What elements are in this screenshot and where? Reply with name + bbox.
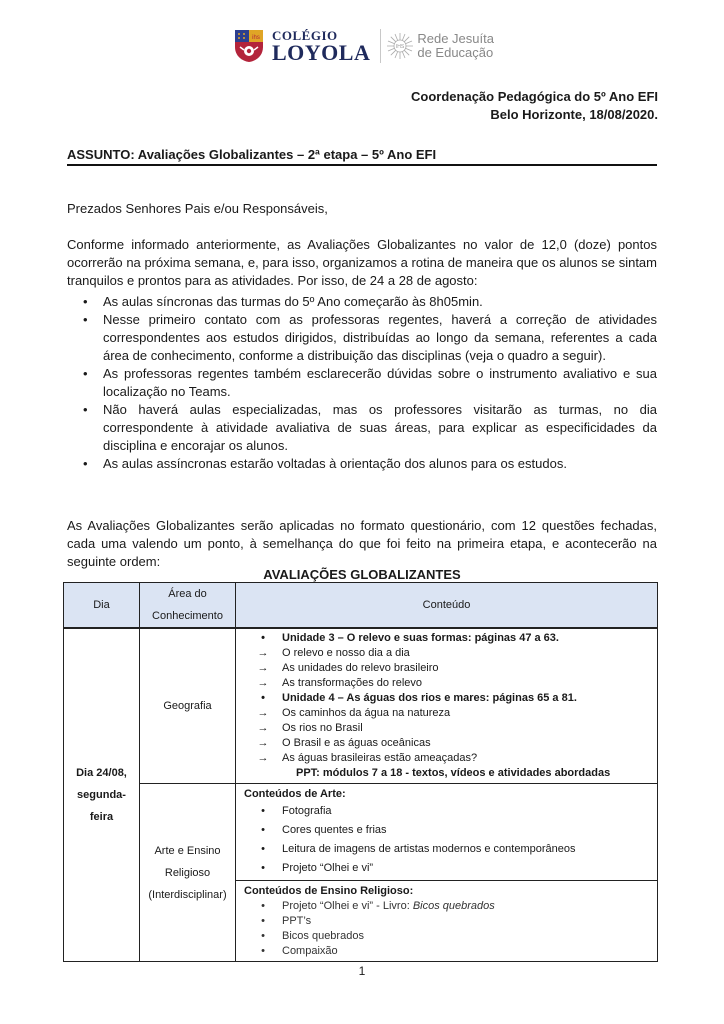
assessment-table [63, 582, 658, 962]
content-item: • Unidade 3 – O relevo e suas formas: páginas 47 a 63. [254, 631, 651, 646]
arte-item: • Leitura de imagens de artistas modernos e contemporâneos [254, 840, 651, 859]
svg-text:ihs: ihs [252, 35, 260, 41]
school-name [272, 29, 370, 64]
content-item: • Unidade 4 – As águas dos rios e mares: páginas 65 a 81. [254, 691, 651, 706]
day-line3: feira [89, 811, 114, 823]
subject-line: ASSUNTO: Avaliações Globalizantes – 2ª etapa – 5º Ano EFI [67, 147, 657, 166]
arrow-right-icon: → [257, 752, 269, 764]
column-header-area-line2: Conhecimento [152, 610, 223, 622]
bullet-icon: • [261, 862, 265, 874]
arrow-right-icon: → [257, 662, 269, 674]
religioso-title: Conteúdos de Ensino Religioso: [244, 885, 414, 897]
jesuit-sun-icon [387, 33, 413, 59]
bullet-icon: • [261, 805, 265, 817]
day-cell [64, 628, 140, 962]
religioso-item: • Bicos quebrados [254, 929, 651, 944]
column-header-area [140, 583, 236, 629]
bullet-icon: • [261, 692, 265, 704]
content-item: → As unidades do relevo brasileiro [257, 662, 439, 674]
table-title: AVALIAÇÕES GLOBALIZANTES [263, 567, 461, 582]
school-name-main: LOYOLA [272, 39, 371, 65]
column-header-area-line1: Área do [168, 588, 207, 600]
content-item: → As transformações do relevo [257, 677, 423, 689]
table-row [64, 628, 658, 784]
bullet-item: • As professoras regentes também esclarecerão dúvidas sobre o instrumento avaliativo e sua localização no Teams. [103, 365, 657, 401]
school-name-top: COLÉGIO [272, 27, 338, 43]
format-paragraph: As Avaliações Globalizantes serão aplicadas no formato questionário, com 12 questões fechadas, cada uma valendo um ponto, à semelhança do que foi feito na primeira etapa, e acontecerão na seguinte ordem: [67, 518, 657, 569]
day-line2: segunda- [77, 789, 126, 801]
arte-title: Conteúdos de Arte: [244, 788, 346, 800]
content-cell-arte-religioso [236, 784, 658, 962]
arte-section [236, 784, 657, 881]
arte-item: • Cores quentes e frias [254, 821, 651, 840]
area-cell-arte-religioso [140, 784, 236, 962]
area-cell-geografia: Geografia [140, 628, 236, 784]
network-line-1: Rede Jesuíta [417, 31, 494, 47]
content-item: → O relevo e nosso dia a dia [257, 647, 410, 659]
place-date-line: Belo Horizonte, 18/08/2020. [490, 107, 658, 122]
day-line1: Dia 24/08, [76, 767, 127, 779]
content-item: → O Brasil e as águas oceânicas [257, 737, 431, 749]
crest-icon [234, 29, 264, 63]
arrow-right-icon: → [257, 737, 269, 749]
bullet-icon: • [261, 900, 265, 912]
ppt-note: PPT: módulos 7 a 18 - textos, vídeos e atividades abordadas [296, 767, 611, 779]
area-line1: Arte e Ensino [154, 844, 221, 857]
bullet-icon: • [261, 824, 265, 836]
column-header-dia: Dia [64, 583, 140, 629]
religioso-item: • Compaixão [254, 944, 651, 959]
table-header-row [64, 583, 658, 629]
column-header-conteudo: Conteúdo [236, 583, 658, 629]
bullet-item: • Não haverá aulas especializadas, mas os professores visitarão as turmas, no dia correspondente à atividade avaliativa de suas áreas, para explicar as especificidades da disciplina e encorajar os alunos. [103, 401, 657, 455]
bullet-item: • As aulas síncronas das turmas do 5º Ano começarão às 8h05min. [103, 293, 657, 311]
page-number: 1 [358, 964, 366, 978]
table-row [64, 784, 658, 962]
svg-text:IHS: IHS [396, 44, 405, 50]
schedule-bullets [67, 293, 657, 473]
arrow-right-icon: → [257, 677, 269, 689]
arte-item: • Projeto “Olhei e vi” [254, 859, 651, 878]
bullet-icon: • [261, 915, 265, 927]
bullet-icon: • [261, 843, 265, 855]
arrow-right-icon: → [257, 647, 269, 659]
area-line3: (Interdisciplinar) [148, 888, 227, 901]
religioso-item: • PPT’s [254, 914, 651, 929]
intro-paragraph: Conforme informado anteriormente, as Avaliações Globalizantes no valor de 12,0 (doze) pontos ocorrerão na próxima semana, e, para isso, organizamos a rotina de maneira que os alunos se sintam tranquilos e prontos para as atividades. Por isso, de 24 a 28 de agosto: [67, 237, 657, 288]
religioso-section [236, 881, 657, 961]
bullet-item: • As aulas assíncronas estarão voltadas à orientação dos alunos para os estudos. [103, 455, 657, 473]
arrow-right-icon: → [257, 707, 269, 719]
greeting: Prezados Senhores Pais e/ou Responsáveis, [67, 201, 328, 216]
letter-header [411, 88, 658, 124]
bullet-item: • Nesse primeiro contato com as professoras regentes, haverá a correção de atividades correspondentes aos estudos dirigidos, distribuídas ao longo da semana, referentes a cada área de conhecimento, conforme a distribuição das disciplinas (veja o quadro a seguir). [103, 311, 657, 365]
content-item: → Os rios no Brasil [257, 722, 363, 734]
network-name [417, 32, 494, 59]
content-item: → Os caminhos da água na natureza [257, 707, 451, 719]
area-line2: Religioso [164, 866, 211, 879]
bullet-icon: • [261, 632, 265, 644]
school-logo [234, 24, 494, 68]
bullet-icon: • [261, 930, 265, 942]
religioso-item: • Projeto “Olhei e vi” - Livro: Bicos quebrados [254, 899, 651, 914]
arte-item: • Fotografia [254, 802, 651, 821]
content-cell-geografia [236, 628, 658, 784]
arrow-right-icon: → [257, 722, 269, 734]
content-item: → As águas brasileiras estão ameaçadas? [257, 752, 478, 764]
coordination-line: Coordenação Pedagógica do 5º Ano EFI [411, 89, 658, 104]
network-line-2: de Educação [417, 45, 494, 60]
logo-divider [380, 29, 381, 63]
bullet-icon: • [261, 945, 265, 957]
